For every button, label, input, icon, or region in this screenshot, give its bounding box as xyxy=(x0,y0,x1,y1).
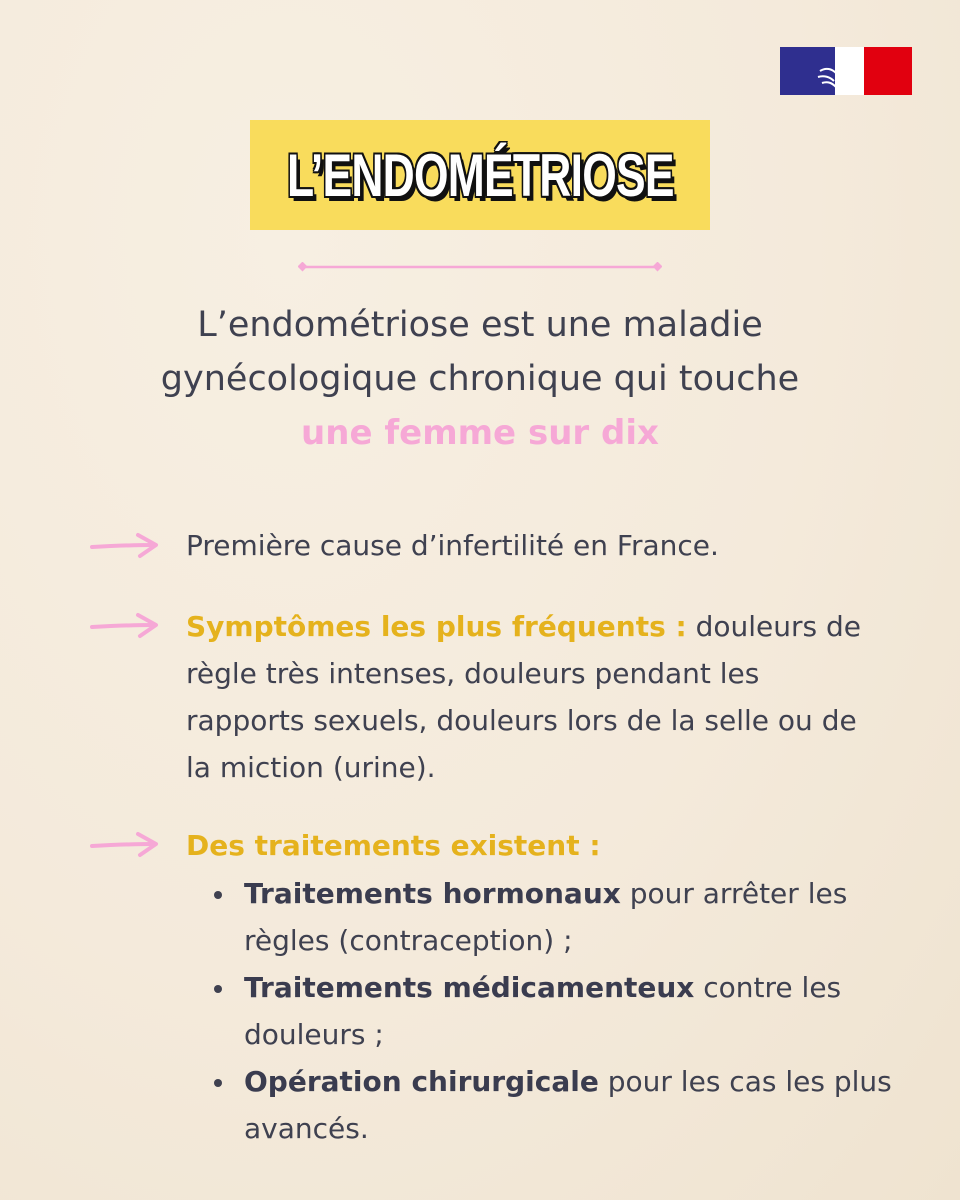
arrow-right-icon xyxy=(90,532,162,560)
intro-text xyxy=(60,298,900,460)
bullet-text: pour les cas les plus avancés. xyxy=(244,1065,892,1145)
bullet-bold: Traitements médicamenteux xyxy=(244,971,695,1004)
intro-highlight: une femme sur dix xyxy=(301,413,659,453)
page-title: L’ENDOMÉTRIOSE xyxy=(286,141,674,209)
item-label: Symptômes les plus fréquents : xyxy=(186,610,687,643)
title-banner xyxy=(250,120,710,230)
item-text xyxy=(186,603,886,791)
bullet-item xyxy=(214,870,904,964)
item-text: Première cause d’infertilité en France. xyxy=(186,529,719,562)
intro-line-1: L’endométriose est une maladie xyxy=(197,305,763,345)
arrow-right-icon xyxy=(90,612,162,640)
item-label: Des traitements existent : xyxy=(186,829,601,862)
bullet-item xyxy=(214,964,904,1058)
bullet-text: pour arrêter les règles (contraception) ; xyxy=(244,877,848,957)
bullet-text: contre les douleurs ; xyxy=(244,971,842,1051)
decorative-divider xyxy=(298,262,662,272)
bullet-bold: Opération chirurgicale xyxy=(244,1065,599,1098)
bullet-item xyxy=(214,1058,904,1152)
item-description: douleurs de règle très intenses, douleurs pendant les rapports sexuels, douleurs lors de la selle ou de la miction (urine). xyxy=(186,610,862,784)
bullet-bold: Traitements hormonaux xyxy=(244,877,621,910)
marianne-profile-icon xyxy=(780,47,912,95)
marianne-logo xyxy=(780,47,912,95)
arrow-right-icon xyxy=(90,831,162,859)
treatments-list xyxy=(214,870,904,1152)
intro-line-2: gynécologique chronique qui touche xyxy=(160,359,800,399)
